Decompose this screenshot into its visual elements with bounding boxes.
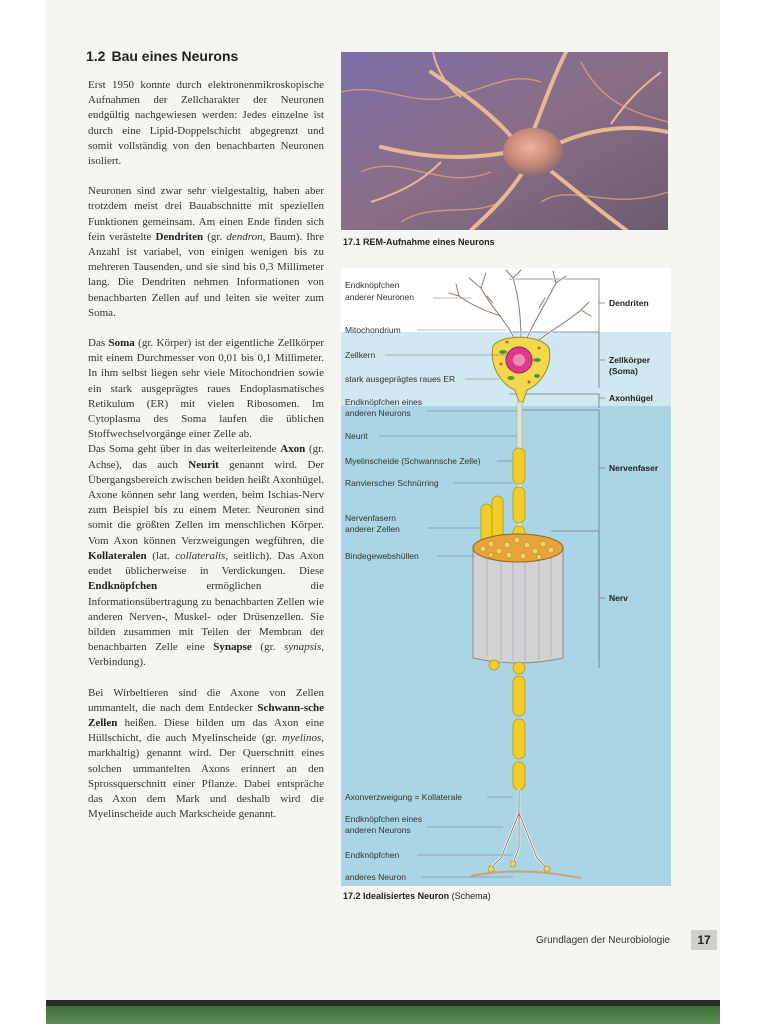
label-axonhuegel: Axonhügel bbox=[609, 393, 653, 403]
next-page-edge bbox=[46, 1000, 720, 1024]
paragraph-soma: Das Soma (gr. Körper) ist der eigentliche Zellkörper mit einem Durchmesser von 0,01 bis 0,1 Millimeter. In ihm selbst liegen sehr viele Mitochondrien sowie ein stark ausgeprägtes raues Endoplasmatisches Retikulum (ER) mit vielen Ribosomen. Im Cytoplasma des Soma laufen die üblichen Stoffwechselvorgänge einer Zelle ab. bbox=[88, 337, 324, 441]
label-nervenfaser: Nervenfaser bbox=[609, 463, 659, 473]
figure-17-1-number: 17.1 bbox=[343, 237, 361, 247]
figure-17-2-title: Idealisiertes Neuron bbox=[363, 891, 450, 901]
label-raues-er: stark ausgeprägtes raues ER bbox=[345, 374, 456, 384]
label-anderes-neuron: anderes Neuron bbox=[345, 872, 406, 882]
label-bindegewebshuellen: Bindegewebshüllen bbox=[345, 551, 419, 561]
label-zellkoerper-1: Zellkörper bbox=[609, 355, 651, 365]
label-endknoepfchen: Endknöpfchen bbox=[345, 850, 400, 860]
label-zellkern: Zellkern bbox=[345, 350, 376, 360]
body-text-column bbox=[88, 78, 324, 837]
paragraph-dendriten: Neuronen sind zwar sehr vielgestaltig, haben aber trotzdem meist drei Bauabschnitte mit speziellen Funktionen gemeinsam. Am einen Ende finden sich fein verästelte Dendriten (gr. dendron, Baum). Ihre Anzahl ist variabel, von einigen wenigen bis zu mehreren Tausenden, und sie sind bis 0,3 Millimeter lang. Die Dendriten nehmen Informationen von benachbarten Zellen auf und leiten sie weiter zum Soma. bbox=[88, 185, 324, 319]
label-endknoepfchen-anderer-2: anderer Neuronen bbox=[345, 292, 414, 302]
left-margin bbox=[0, 0, 46, 1024]
figure-17-2-caption bbox=[343, 891, 491, 901]
label-nervenfasern-2: anderer Zellen bbox=[345, 524, 400, 534]
term-kollateralen: Kollateralen bbox=[88, 549, 147, 562]
label-nerv: Nerv bbox=[609, 593, 628, 603]
label-endknoepfchen-eines-b2: anderen Neurons bbox=[345, 825, 411, 835]
sem-neuron-photo bbox=[341, 52, 668, 230]
term-soma: Soma bbox=[108, 337, 135, 350]
term-axon: Axon bbox=[280, 443, 306, 456]
right-margin bbox=[720, 0, 768, 1024]
paragraph-intro: Erst 1950 konnte durch elektronenmikroskopische Aufnahmen der Zellcharakter der Neuronen endgültig nachgewiesen werden: Jedes einzelne ist durch eine Lipid-Doppelschicht abgegrenzt und somit vollständig von den benachbarten Neuronen isoliert. bbox=[88, 79, 324, 168]
neuron-schema-diagram bbox=[341, 268, 671, 886]
figure-17-1-caption bbox=[343, 237, 495, 247]
term-synapse: Synapse bbox=[213, 641, 252, 654]
section-title: Bau eines Neurons bbox=[111, 48, 239, 64]
label-ranvier: Ranvierscher Schnürring bbox=[345, 478, 439, 488]
label-endknoepfchen-anderer-1: Endknöpfchen bbox=[345, 280, 400, 290]
term-neurit: Neurit bbox=[188, 458, 219, 471]
term-endknoepfchen: Endknöpfchen bbox=[88, 580, 158, 593]
figure-17-1-title: REM-Aufnahme eines Neurons bbox=[363, 237, 495, 247]
label-nervenfasern-1: Nervenfasern bbox=[345, 513, 397, 523]
figure-17-2-suffix: (Schema) bbox=[451, 891, 491, 901]
page-number: 17 bbox=[691, 930, 717, 950]
section-heading bbox=[86, 48, 238, 64]
paragraph-axon: Das Soma geht über in das weiterleitende Axon (gr. Achse), das auch Neurit genannt wird. Der Übergangsbereich zwischen beiden heißt Axonhügel. Axone können sehr lang werden, beim Ischias-Nerv zum Beispiel bis zu einem Meter. Neuronen sind somit die größten Zellen im menschlichen Körper. Vom Axon können Verzweigungen wegführen, die Kollateralen (lat. collateralis, seitlich). Das Axon endet üblicherweise in Verdickungen. Diese Endknöpfchen ermöglichen die Informationsübertragung zu benachbarten Zellen wie anderen Nerven-, Muskel- oder Drüsenzellen. Sie bilden zusammen mit Teilen der Membran der benachbarten Zelle eine Synapse (gr. synapsis, Verbindung). bbox=[88, 443, 324, 669]
term-schwann: Schwann-sche Zellen bbox=[88, 701, 324, 729]
label-myelinscheide: Myelinscheide (Schwannsche Zelle) bbox=[345, 456, 481, 466]
label-dendriten: Dendriten bbox=[609, 298, 649, 308]
label-zellkoerper-2: (Soma) bbox=[609, 366, 638, 376]
section-number: 1.2 bbox=[86, 48, 106, 64]
label-endknoepfchen-eines-2: anderen Neurons bbox=[345, 408, 411, 418]
label-neurit: Neurit bbox=[345, 431, 368, 441]
figure-17-2-number: 17.2 bbox=[343, 891, 361, 901]
paragraph-schwann: Bei Wirbeltieren sind die Axone von Zellen ummantelt, die nach dem Entdecker Schwann-sche Zellen heißen. Diese bilden um das Axon eine Hüllschicht, die auch Myelinscheide (gr. myelinos, markhaltig) genannt wird. Der Querschnitt eines solchen ummantelten Axons erinnert an den Sprossquerschnitt einer Pflanze. Dabei entspräche das Axon dem Mark und deshalb wird die Myelinscheide auch Markscheide genannt. bbox=[88, 686, 324, 821]
term-dendriten: Dendriten bbox=[155, 230, 204, 243]
label-endknoepfchen-eines-1: Endknöpfchen eines bbox=[345, 397, 423, 407]
running-title: Grundlagen der Neurobiologie bbox=[536, 935, 670, 946]
label-axonverzweigung: Axonverzweigung = Kollaterale bbox=[345, 792, 462, 802]
label-mitochondrium: Mitochondrium bbox=[345, 325, 401, 335]
label-endknoepfchen-eines-b1: Endknöpfchen eines bbox=[345, 814, 423, 824]
